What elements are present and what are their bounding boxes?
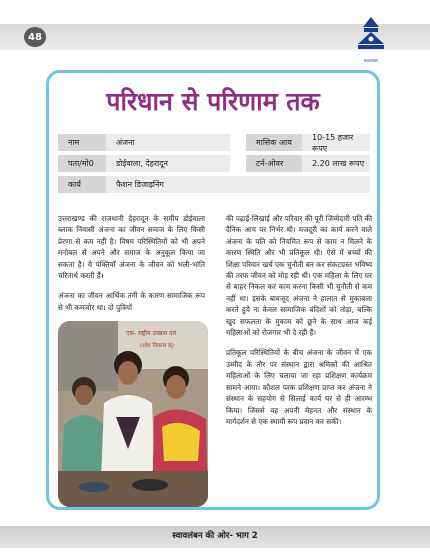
right-column bbox=[226, 213, 372, 436]
name-label: नाम bbox=[58, 134, 106, 151]
logo-caption: स्वावलंबन bbox=[363, 58, 379, 63]
paragraph-training: प्रतिकूल परिस्थितियों के बीच अंजना के जीवन में एक उम्मीद के तौर पर संस्थान द्वारा श्रमिकों की आश्रित महिलाओं के लिए चलाया जा रहा प्रशिक्षण कार्यक्रम सामने आया। कौशल परक प्रशिक्षण प्राप्त कर अंजना ने संस्थान के सहयोग से सिलाई कार्य घर से ही आरम्भ किया। जिससे वह अपनी मेहनत और संस्थान के मार्गदर्शन से एक स्थायी रूप प्रदान कर सकी। bbox=[226, 348, 372, 426]
page-number: 48 bbox=[24, 27, 46, 47]
organization-logo bbox=[346, 14, 396, 68]
left-column bbox=[58, 213, 205, 322]
photo-banner-line1: एफ़- राष्ट्रीय उपक्रम एवं bbox=[126, 330, 176, 337]
info-row-work bbox=[58, 176, 370, 193]
income-value: 10-15 हजार रूपए bbox=[302, 134, 370, 151]
info-row-name bbox=[58, 134, 370, 151]
turnover-label: टर्न-ओवर bbox=[246, 155, 302, 172]
paragraph-family: की पढ़ाई-लिखाई और परिवार की पूरी जिम्मेदारी पति की दैनिक आय पर निर्भर थी। मजदूरी का कार्य करने वाले अंजना के पति को नियमित रूप से काम न मिलने के कारण स्थिति और भी प्रतिकूल थी। ऐसे में बच्चों की शिक्षा परिवार खर्च एक चुनौती बन कर संकटग्रस्त भविष्य की तरफ जीवन को मोड़ रही थी। एक महिला के लिए घर से बाहर निकल कर काम करना किसी भी चुनौती से कम नहीं था। इसके बावजूद अंजना ने हालात से मुकाबला करते हुये ना केवल सामाजिक बंदिशों को तोड़ा, बल्कि खुद सफलता के मुकाम को छूने के साथ आज कई महिलाओं को रोजगार भी दे रही हैं। bbox=[226, 214, 372, 338]
work-value: फैशन डिजाइनिंग bbox=[106, 176, 370, 193]
photo-banner-line2: (शोध विकास स्) bbox=[140, 343, 174, 349]
work-label: कार्य bbox=[58, 176, 106, 193]
footer-title: स्वावलंबन की ओर- भाग 2 bbox=[172, 531, 258, 541]
turnover-value: 2.20 लाख रूपए bbox=[302, 155, 370, 172]
address-label: पता/मो0 bbox=[58, 155, 106, 172]
photo-illustration bbox=[58, 321, 208, 507]
name-value: अंजना bbox=[106, 134, 230, 151]
info-row-address bbox=[58, 155, 370, 172]
address-value: डोईवाला, देहरादून bbox=[106, 155, 230, 172]
anjana-photo bbox=[58, 321, 208, 507]
page-title: परिधान से परिणाम तक bbox=[106, 87, 320, 116]
logo-icon bbox=[346, 14, 396, 58]
income-label: मासिक आय bbox=[246, 134, 302, 151]
info-table bbox=[58, 134, 370, 197]
paragraph-hardship: अंजना का जीवन आर्थिक तंगी के कारण सामाजिक रूप से भी कमजोर था। दो पुत्रियों bbox=[58, 291, 205, 312]
paragraph-intro: उत्तराखण्ड की राजधानी देहरादून के समीप डोईवाला ब्लाक निवासी अंजना का जीवन समाज के लिए किसी प्रेरणा से कम नहीं है। विषम परिस्थितियों को भी अपने मनोबल से अपने और समाज के अनुकूल किया जा सकता है। ये पंक्तियाँ अंजना के जीवन को भली-भांति चरितार्थ करती हैं। bbox=[58, 214, 205, 281]
